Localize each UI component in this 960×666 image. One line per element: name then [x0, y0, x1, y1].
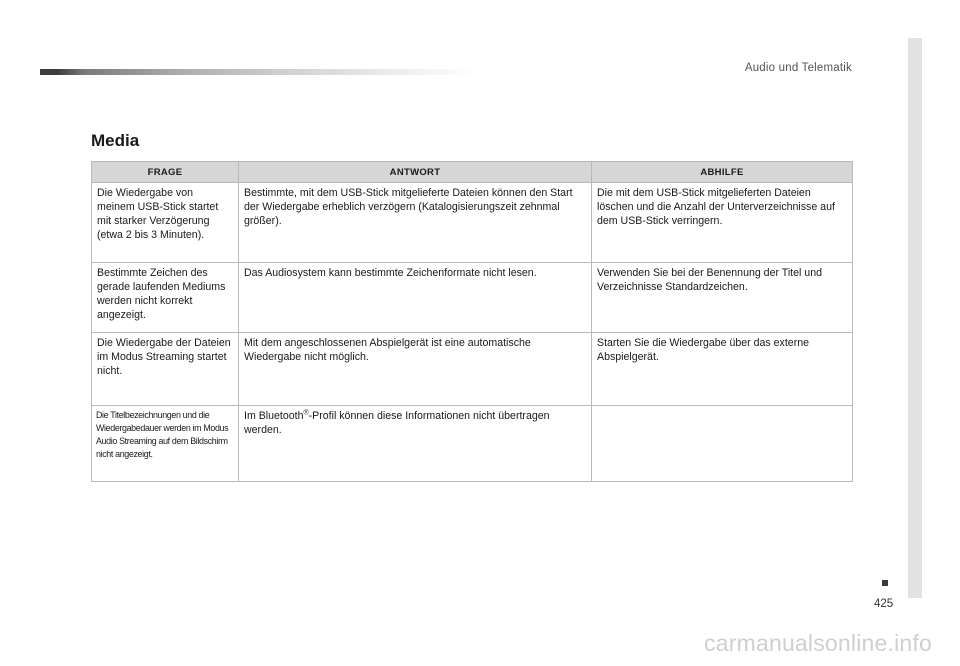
page-edge-strip — [908, 38, 922, 598]
section-title: Media — [91, 131, 140, 150]
question-cell: Die Titelbezeichnungen und die Wiedergabedauer werden im Modus Audio Streaming auf dem Bildschirm nicht angezeigt. — [92, 406, 239, 482]
remedy-cell: Verwenden Sie bei der Benennung der Titel und Verzeichnisse Standardzeichen. — [592, 263, 853, 333]
watermark: carmanualsonline.info — [704, 630, 932, 656]
table-row — [92, 183, 853, 263]
remedy-cell — [592, 406, 853, 482]
table-row — [92, 406, 853, 482]
table-row — [92, 263, 853, 333]
column-header-question: FRAGE — [92, 162, 239, 183]
question-cell: Die Wiedergabe von meinem USB-Stick startet mit starker Verzögerung (etwa 2 bis 3 Minuten). — [92, 183, 239, 263]
question-cell: Bestimmte Zeichen des gerade laufenden Mediums werden nicht korrekt angezeigt. — [92, 263, 239, 333]
table-header-row — [92, 162, 853, 183]
answer-text-before: Im Bluetooth — [244, 410, 304, 422]
remedy-cell: Die mit dem USB-Stick mitgelieferten Dateien löschen und die Anzahl der Unterverzeichnisse auf dem USB-Stick verringern. — [592, 183, 853, 263]
registered-mark: ® — [303, 409, 309, 417]
answer-cell: Das Audiosystem kann bestimmte Zeichenformate nicht lesen. — [239, 263, 592, 333]
remedy-cell: Starten Sie die Wiedergabe über das externe Abspielgerät. — [592, 333, 853, 406]
answer-text-after: -Profil können diese Informationen nicht übertragen werden. — [244, 410, 550, 436]
faq-table — [91, 161, 853, 482]
header-gradient-bar — [40, 69, 480, 75]
page-number: 425 — [874, 598, 894, 610]
column-header-answer: ANTWORT — [239, 162, 592, 183]
answer-cell: Mit dem angeschlossenen Abspielgerät ist eine automatische Wiedergabe nicht möglich. — [239, 333, 592, 406]
page-marker-square — [882, 580, 888, 586]
chapter-title: Audio und Telematik — [744, 62, 852, 74]
question-cell: Die Wiedergabe der Dateien im Modus Streaming startet nicht. — [92, 333, 239, 406]
column-header-remedy: ABHILFE — [592, 162, 853, 183]
table-row — [92, 333, 853, 406]
answer-cell: Bestimmte, mit dem USB-Stick mitgelieferte Dateien können den Start der Wiedergabe erheblich verzögern (Katalogisierungszeit zehnmal größer). — [239, 183, 592, 263]
answer-cell — [239, 406, 592, 482]
